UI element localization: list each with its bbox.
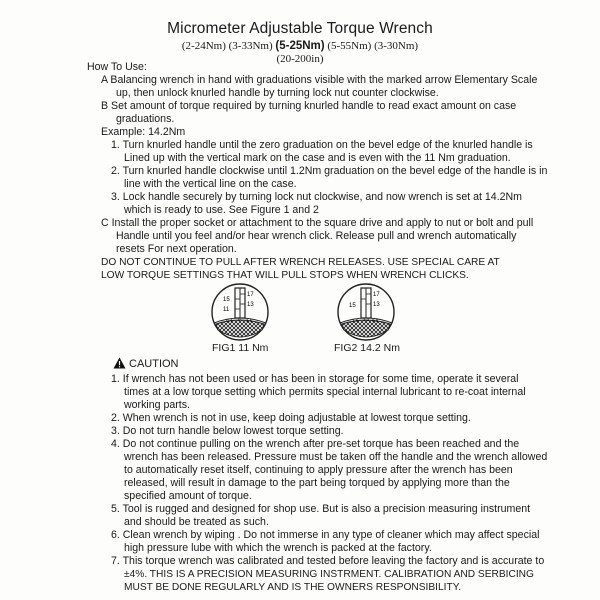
caution-6-line-1: 6. Clean wrench by wiping . Do not immerse in any type of cleaner which may affect special	[111, 529, 540, 541]
example-label: Example: 14.2Nm	[101, 126, 186, 138]
range-3: (5-25Nm)	[275, 40, 325, 52]
fig1-scale-label: 13	[247, 302, 254, 308]
caution-1-line-1: 1. If wrench has not been used or has been in storage for some time, operate it several	[111, 373, 519, 385]
range-4: (5-55Nm)	[327, 40, 372, 52]
fig2-scale-label: 13	[373, 302, 380, 308]
range-5: (3-30Nm)	[374, 40, 419, 52]
caution-5-line-1: 5. Tool is rugged and designed for shop use. But is also a precision measuring instrument	[111, 503, 531, 515]
caution-5-line-2: and should be treated as such.	[124, 516, 269, 528]
caution-2-line-1: 2. When wrench is not in use, keep doing adjustable at lowest torque setting.	[111, 412, 471, 424]
caution-heading	[113, 357, 179, 370]
step-b-line-2: graduations.	[116, 113, 175, 125]
caution-4-line-1: 4. Do not continue pulling on the wrench after pre-set torque has been reached and the	[111, 438, 520, 450]
step-b-line-1: B Set amount of torque required by turning knurled handle to read exact amount on case	[101, 100, 517, 112]
caution-6-line-2: high pressure lube with which the wrench is packed at the factory.	[124, 542, 432, 554]
fig1-bevel-label: 0.4	[226, 318, 233, 323]
figure-1-scale-diagram	[204, 282, 276, 342]
step-c-line-2: Handle until you feel and/or hear wrench click. Release pull and wrench automatically	[116, 230, 517, 242]
figure-1-caption: FIG1 11 Nm	[212, 342, 269, 354]
caution-4-line-4: released, will result in damage to the part being torqued by applying more than the	[124, 477, 510, 489]
sub-step-3-line-2: which is ready to use. See Figure 1 and 2	[124, 204, 319, 216]
figure-2-caption: FIG2 14.2 Nm	[334, 342, 400, 354]
fig2-scale-label: 17	[373, 292, 380, 298]
step-c-line-3: resets For next operation.	[116, 243, 237, 255]
step-a-line-2: up, then unlock knurled handle by turning lock nut counter clockwise.	[116, 87, 439, 99]
caution-4-line-5: specified amount of torque.	[124, 490, 252, 502]
step-c-line-1: C Install the proper socket or attachment to the square drive and apply to nut or bolt and pull	[101, 217, 534, 229]
how-to-use-heading: How To Use:	[87, 61, 147, 73]
sub-step-1-line-1: 1. Turn knurled handle until the zero graduation on the bevel edge of the knurled handle is	[111, 139, 533, 151]
fig2-bevel-label: 0.8	[372, 318, 379, 323]
range-1: (2-24Nm)	[181, 40, 226, 52]
document-title: Micrometer Adjustable Torque Wrench	[167, 20, 433, 37]
sub-step-3-line-1: 3. Lock handle securely by turning lock nut clockwise, and now wrench is set at 14.2Nm	[111, 191, 523, 203]
caution-4-line-2: wrench has been released. Pressure must be taken off the handle and the wrench allowed	[124, 451, 548, 463]
fig1-scale-label: 15	[223, 297, 230, 303]
caution-7-line-2: ±4%. THIS IS A PRECISION MEASURING INSTRMENT. CALIBRATION AND SERBICING	[124, 569, 534, 580]
caution-1-line-3: working parts.	[124, 399, 190, 411]
warning-line-1: DO NOT CONTINUE TO PULL AFTER WRENCH RELEASES. USE SPECIAL CARE AT	[101, 257, 500, 268]
sub-step-2-line-1: 2. Turn knurled handle clockwise until 1.2Nm graduation on the bevel edge of the handle is in	[111, 165, 548, 177]
fig2-scale-label: 15	[349, 303, 356, 309]
fig1-bevel-label: 0	[238, 317, 241, 322]
caution-title: CAUTION	[129, 358, 179, 370]
warning-triangle-icon	[113, 357, 126, 369]
caution-7-line-3: MUST BE DONE REGULARLY AND IS THE OWNERS RESPONSIBILITY.	[124, 582, 462, 593]
fig1-scale-label: 11	[223, 307, 230, 313]
step-a-line-1: A Balancing wrench in hand with graduations visible with the marked arrow Elementary Scale	[101, 74, 538, 86]
caution-7-line-1: 7. This torque wrench was calibrated and tested before leaving the factory and is accurate to	[111, 555, 545, 567]
range-2: (3-33Nm)	[228, 40, 273, 52]
warning-line-2: LOW TORQUE SETTINGS THAT WILL PULL STOPS WHEN WRENCH CLICKS.	[101, 270, 469, 281]
fig1-bevel-label: 1.6	[246, 318, 253, 323]
fig1-scale-label: 17	[247, 292, 254, 298]
sub-step-1-line-2: Lined up with the vertical mark on the case and is even with the 11 Nm graduation.	[124, 152, 511, 164]
figure-2-scale-diagram	[330, 282, 402, 342]
fig2-bevel-label: 1.6	[352, 318, 359, 323]
sub-step-2-line-2: line with the vertical line on the case.	[124, 178, 297, 190]
caution-4-line-3: to automatically reset itself, continuing to apply pressure after the wrench has been	[124, 464, 513, 476]
caution-3-line-1: 3. Do not turn handle below lowest torque setting.	[111, 425, 344, 437]
range-6: (20-200in)	[276, 53, 324, 65]
caution-1-line-2: times at a low torque setting which permits special internal lubricant to re-coat internal	[124, 386, 526, 398]
fig2-bevel-label: 1.2	[363, 317, 370, 322]
torque-ranges	[0, 40, 600, 52]
